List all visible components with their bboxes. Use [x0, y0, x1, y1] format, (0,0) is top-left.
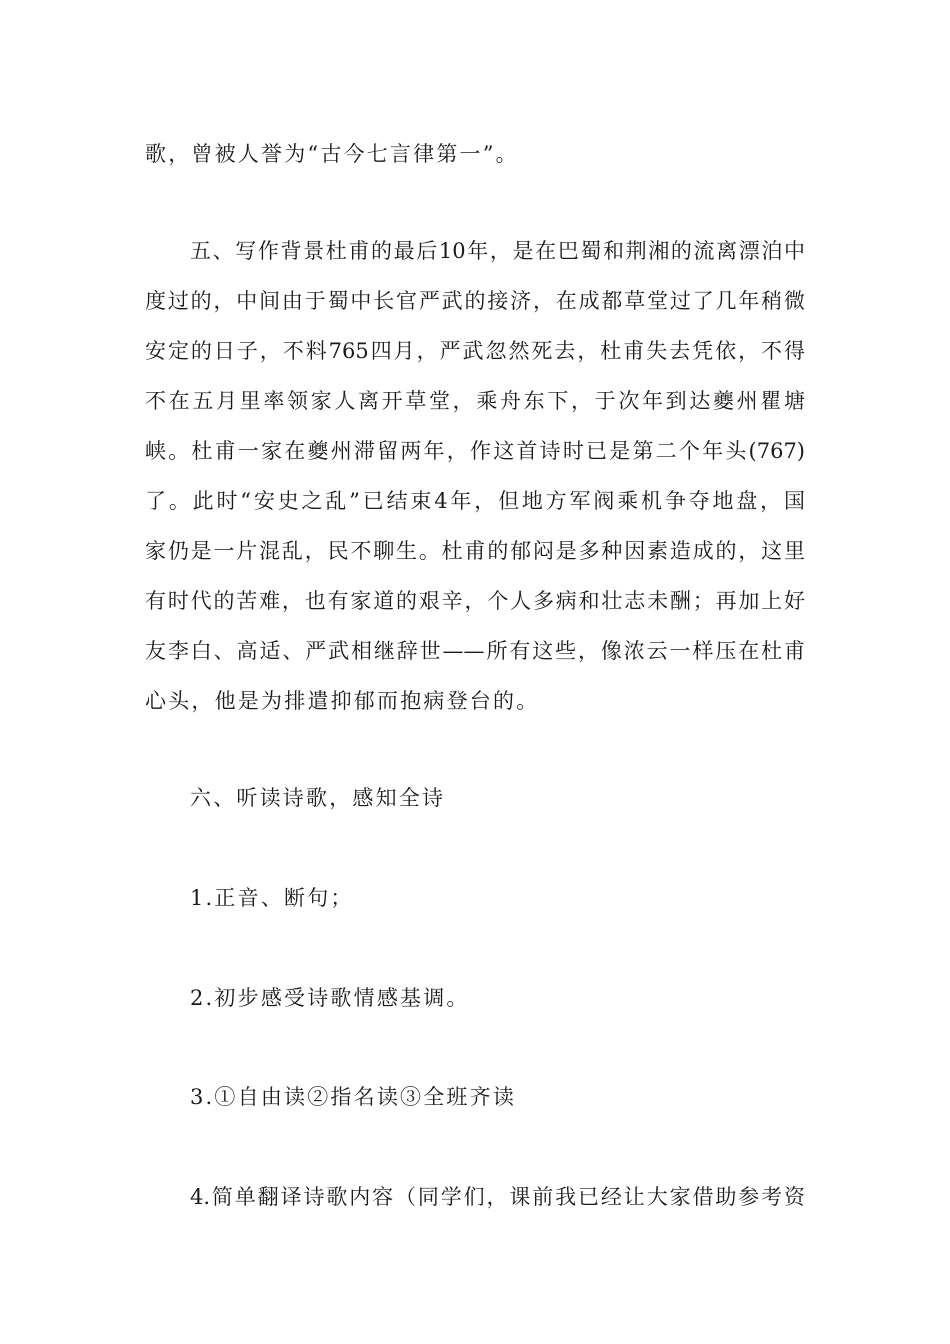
list-item-1: 1.正音、断句；: [190, 886, 354, 910]
list-item-3: 3.①自由读②指名读③全班齐读: [190, 1085, 517, 1109]
section5-line-4: 不在五月里率领家人离开草堂，乘舟东下，于次年到达夔州瞿塘: [145, 389, 805, 413]
section5-line-3: 安定的日子，不料765四月，严武忽然死去，杜甫失去凭依，不得: [145, 339, 805, 363]
list-item-4: 4.简单翻译诗歌内容（同学们，课前我已经让大家借助参考资: [190, 1185, 805, 1209]
section5-line-5: 峡。杜甫一家在夔州滞留两年，作这首诗时已是第二个年头(767): [145, 439, 805, 463]
intro-tail-text: 歌，曾被人誉为“古今七言律第一”。: [145, 142, 519, 166]
section5-line-6: 了。此时“安史之乱”已结束4年，但地方军阀乘机争夺地盘，国: [145, 489, 805, 513]
section5-line-2: 度过的，中间由于蜀中长官严武的接济，在成都草堂过了几年稍微: [145, 289, 805, 313]
section5-line-7: 家仍是一片混乱，民不聊生。杜甫的郁闷是多种因素造成的，这里: [145, 539, 805, 563]
list-item-2: 2.初步感受诗歌情感基调。: [190, 986, 470, 1010]
section5-line-8: 有时代的苦难，也有家道的艰辛，个人多病和壮志未酬；再加上好: [145, 589, 805, 613]
section5-line-10: 心头，他是为排遣抑郁而抱病登台的。: [145, 689, 540, 713]
section6-heading: 六、听读诗歌，感知全诗: [190, 786, 446, 810]
section5-line-1: 五、写作背景杜甫的最后10年，是在巴蜀和荆湘的流离漂泊中: [190, 239, 805, 263]
section5-line-9: 友李白、高适、严武相继辞世——所有这些，像浓云一样压在杜甫: [145, 639, 805, 663]
